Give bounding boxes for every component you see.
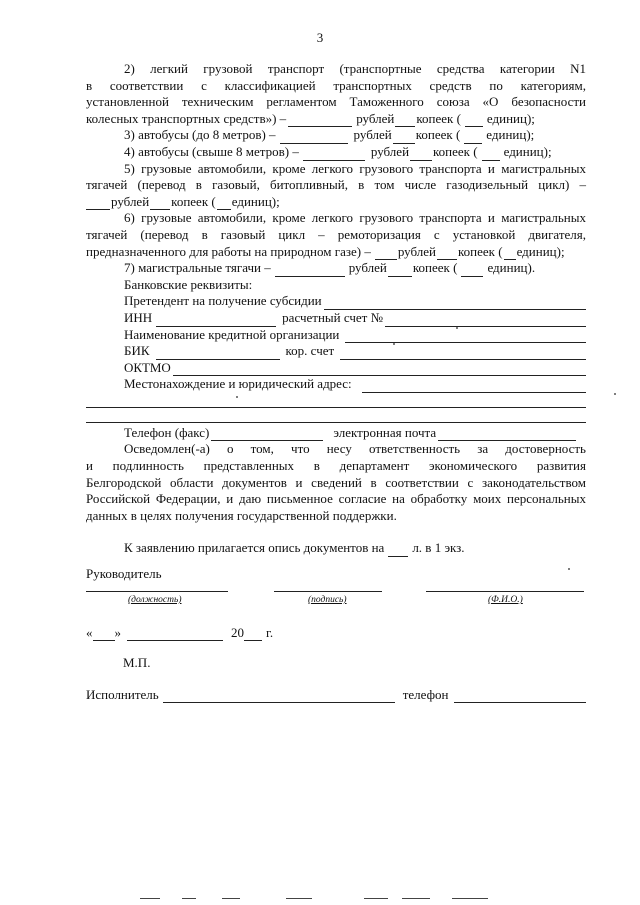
item-3-rubles-field[interactable] xyxy=(280,131,348,144)
date-month-field[interactable] xyxy=(127,628,223,641)
applicant-row: Претендент на получение субсидии xyxy=(86,293,586,310)
scan-speck xyxy=(568,568,570,570)
email-field[interactable] xyxy=(438,428,576,441)
scan-mark xyxy=(364,898,388,899)
item-5-line-1: 5) грузовые автомобили, кроме легкого грузового транспорта и магистральных xyxy=(124,160,586,176)
item-3-units-field[interactable] xyxy=(464,131,482,144)
bank-name-row: Наименование кредитной организации xyxy=(86,327,586,344)
bank-name-field[interactable] xyxy=(345,330,586,343)
position-caption: (должность) xyxy=(128,595,182,605)
item-4-row: 4) автобусы (свыше 8 метров) – рублей копеек ( единиц); xyxy=(124,143,552,159)
item-6-rubles-field[interactable] xyxy=(375,247,397,260)
consent-line-1: Осведомлен(-а) о том, что несу ответственность за достоверность xyxy=(124,441,586,457)
item-4-rubles-field[interactable] xyxy=(303,148,365,161)
item-7-kopecks-field[interactable] xyxy=(388,264,412,277)
applicant-field[interactable] xyxy=(324,297,586,310)
date-row: « » 20 г. xyxy=(86,625,274,640)
bik-field[interactable] xyxy=(156,347,280,360)
item-2-line-2: в соответствии с классификацией транспортных средств по категориям, xyxy=(86,77,586,93)
scan-speck xyxy=(236,396,238,398)
item-2-rubles-field[interactable] xyxy=(288,114,352,127)
date-year-field[interactable] xyxy=(244,628,262,641)
item-6-kopecks-field[interactable] xyxy=(437,247,457,260)
consent-line-3: Белгородской области документов и сведений в соответствии с законодательством xyxy=(86,474,586,490)
item-6-line-1: 6) грузовые автомобили, кроме легкого грузового транспорта и магистральных xyxy=(124,210,586,226)
executor-row: Исполнитель телефон xyxy=(86,687,586,703)
item-3-row: 3) автобусы (до 8 метров) – рублей копеек ( единиц); xyxy=(124,127,535,143)
item-5-kopecks-field[interactable] xyxy=(150,197,170,210)
fio-caption: (Ф.И.О.) xyxy=(488,595,523,605)
inn-field[interactable] xyxy=(156,314,276,327)
scan-mark xyxy=(402,898,430,899)
signature-field[interactable] xyxy=(274,591,382,592)
scan-mark xyxy=(222,898,240,899)
item-4-units-field[interactable] xyxy=(482,148,500,161)
scan-speck xyxy=(393,343,395,345)
attachment-pages-field[interactable] xyxy=(388,544,408,557)
scan-speck xyxy=(456,327,458,329)
form-body xyxy=(86,61,586,557)
position-field[interactable] xyxy=(86,591,228,592)
scan-mark xyxy=(182,898,196,899)
consent-line-4: Российской Федерации, и даю письменное согласие на обработку моих персональных xyxy=(86,491,586,507)
item-2-amount-row: колесных транспортных средств») – рублей копеек ( единиц); xyxy=(86,110,535,126)
inn-row: ИНН расчетный счет № xyxy=(86,310,586,327)
item-3-kopecks-field[interactable] xyxy=(393,131,415,144)
item-2-line-3: установленной техническим регламентом Таможенного союза «О безопасности xyxy=(86,94,586,110)
scan-speck xyxy=(614,393,616,395)
item-2-units-field[interactable] xyxy=(465,114,483,127)
phone-email-row: Телефон (факс) электронная почта xyxy=(86,425,586,442)
stamp-label: М.П. xyxy=(123,655,151,670)
address-row: Местонахождение и юридический адрес: xyxy=(86,376,586,393)
consent-line-5: данных в целях получения государственной поддержки. xyxy=(86,507,397,523)
item-6-units-field[interactable] xyxy=(504,247,516,260)
executor-phone-field[interactable] xyxy=(454,690,586,703)
address-field[interactable] xyxy=(362,380,586,393)
attachment-row: К заявлению прилагается опись документов на л. в 1 экз. xyxy=(124,540,465,556)
executor-field[interactable] xyxy=(163,690,395,703)
item-6-line-2: тягачей (перевод в газовый цикл – ремоторизация с установкой двигателя, xyxy=(86,226,586,242)
page-number: 3 xyxy=(316,30,324,45)
scan-mark xyxy=(452,898,488,899)
phone-fax-field[interactable] xyxy=(211,428,323,441)
address-line-3[interactable] xyxy=(86,408,586,423)
address-line-2[interactable] xyxy=(86,393,586,408)
item-7-rubles-field[interactable] xyxy=(275,264,345,277)
bank-heading: Банковские реквизиты: xyxy=(124,276,253,292)
item-6-amount-row: предназначенного для работы на природном газе) – рублей копеек ( единиц); xyxy=(86,243,565,259)
item-2-kopecks-field[interactable] xyxy=(395,114,415,127)
item-5-rubles-field[interactable] xyxy=(86,197,110,210)
scan-mark xyxy=(286,898,312,899)
consent-line-2: и подлинность представленных в департамент экономического развития xyxy=(86,458,586,474)
item-7-units-field[interactable] xyxy=(461,264,483,277)
item-7-row: 7) магистральные тягачи – рублей копеек ( единиц). xyxy=(124,260,536,276)
item-5-line-2: тягачей (перевод в газовый, битопливный, в том числе газодизельный цикл) – xyxy=(86,177,586,193)
fio-field[interactable] xyxy=(426,591,584,592)
oktmo-field[interactable] xyxy=(173,363,586,376)
item-4-kopecks-field[interactable] xyxy=(410,148,432,161)
head-label: Руководитель xyxy=(86,566,162,581)
item-5-amount-row: рублей копеек ( единиц); xyxy=(86,194,586,211)
oktmo-row: ОКТМО xyxy=(86,360,586,377)
corr-account-field[interactable] xyxy=(340,347,586,360)
scan-mark xyxy=(140,898,160,899)
item-2-line-1: 2) легкий грузовой транспорт (транспортные средства категории N1 xyxy=(124,61,586,76)
item-5-units-field[interactable] xyxy=(217,197,231,210)
signature-caption: (подпись) xyxy=(308,595,347,605)
bik-row: БИК кор. счет xyxy=(86,343,586,360)
account-field[interactable] xyxy=(385,314,586,327)
date-day-field[interactable] xyxy=(93,628,115,641)
